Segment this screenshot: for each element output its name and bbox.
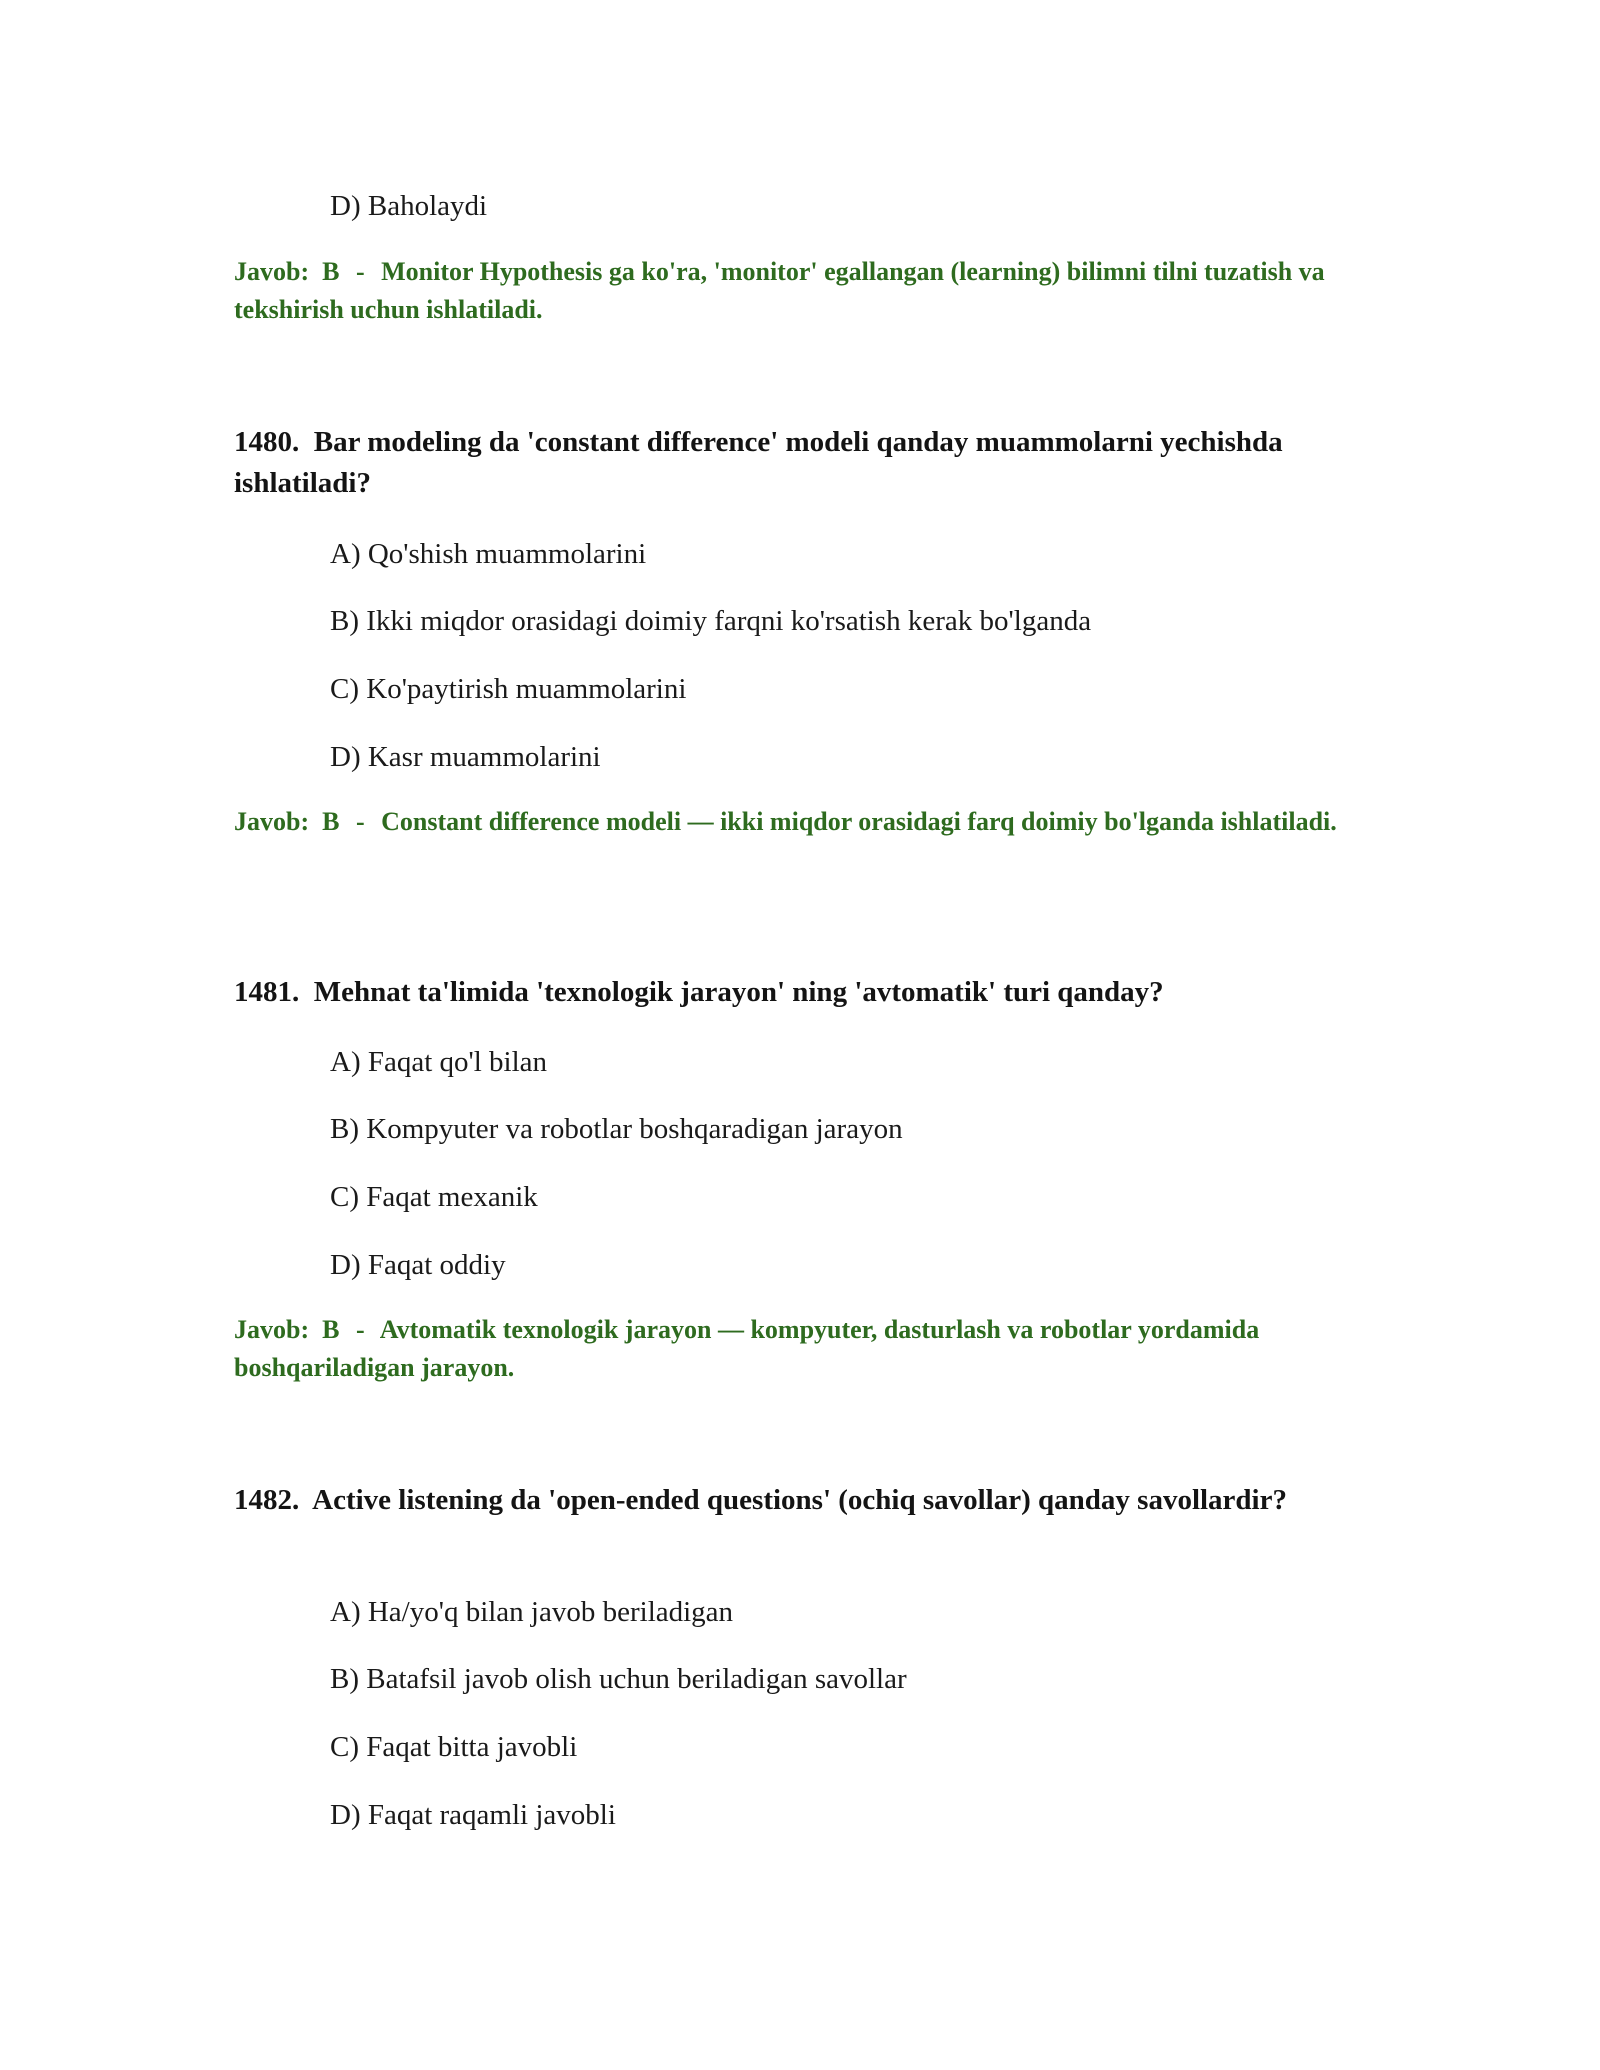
q1482-option-c: C) Faqat bitta javobli (330, 1731, 578, 1763)
question-number: 1480. (234, 426, 300, 458)
answer-explanation: Avtomatik texnologik jarayon — kompyuter, dasturlash va robotlar yordamida boshqariladigan jarayon. (234, 1315, 1260, 1382)
q1481-option-b: B) Kompyuter va robotlar boshqaradigan jarayon (330, 1113, 903, 1145)
question-text: Bar modeling da 'constant difference' modeli qanday muammolarni yechishda ishlatiladi? (234, 426, 1283, 499)
q1480-answer (234, 803, 1364, 841)
answer-dash: - (355, 257, 365, 286)
q1480-option-b: B) Ikki miqdor orasidagi doimiy farqni ko'rsatish kerak bo'lganda (330, 605, 1092, 637)
answer-dash: - (355, 807, 365, 836)
q1480-option-c: C) Ko'paytirish muammolarini (330, 673, 687, 705)
q1481-option-a: A) Faqat qo'l bilan (330, 1046, 548, 1078)
answer-prefix: Javob: (234, 1315, 310, 1344)
q1482-option-b: B) Batafsil javob olish uchun beriladigan savollar (330, 1663, 907, 1695)
question-text: Mehnat ta'limida 'texnologik jarayon' ning 'avtomatik' turi qanday? (313, 976, 1164, 1008)
answer-letter: B (322, 807, 340, 836)
q1482-option-d: D) Faqat raqamli javobli (330, 1799, 616, 1831)
question-number: 1482. (234, 1484, 300, 1516)
q1482-option-a: A) Ha/yo'q bilan javob beriladigan (330, 1596, 734, 1628)
q1481-answer (234, 1311, 1364, 1387)
q1480-option-d: D) Kasr muammolarini (330, 741, 601, 773)
answer-dash: - (355, 1315, 365, 1344)
q1481-option-d: D) Faqat oddiy (330, 1249, 506, 1281)
answer-explanation: Monitor Hypothesis ga ko'ra, 'monitor' egallangan (learning) bilimni tilni tuzatish va tekshirish uchun ishlatiladi. (234, 257, 1325, 324)
question-1481 (234, 972, 1364, 1013)
question-text: Active listening da 'open-ended questions' (ochiq savollar) qanday savollardir? (312, 1484, 1287, 1516)
q1481-option-c: C) Faqat mexanik (330, 1181, 538, 1213)
q1480-option-a: A) Qo'shish muammolarini (330, 538, 647, 570)
question-1482 (234, 1480, 1364, 1521)
question-number: 1481. (234, 976, 300, 1008)
answer-prefix: Javob: (234, 257, 310, 286)
prev-answer (234, 253, 1364, 329)
answer-explanation: Constant difference modeli — ikki miqdor orasidagi farq doimiy bo'lganda ishlatiladi. (381, 807, 1337, 836)
answer-prefix: Javob: (234, 807, 310, 836)
question-1480 (234, 422, 1364, 504)
prev-option-d: D) Baholaydi (330, 190, 488, 222)
answer-letter: B (322, 1315, 340, 1344)
answer-letter: B (322, 257, 340, 286)
